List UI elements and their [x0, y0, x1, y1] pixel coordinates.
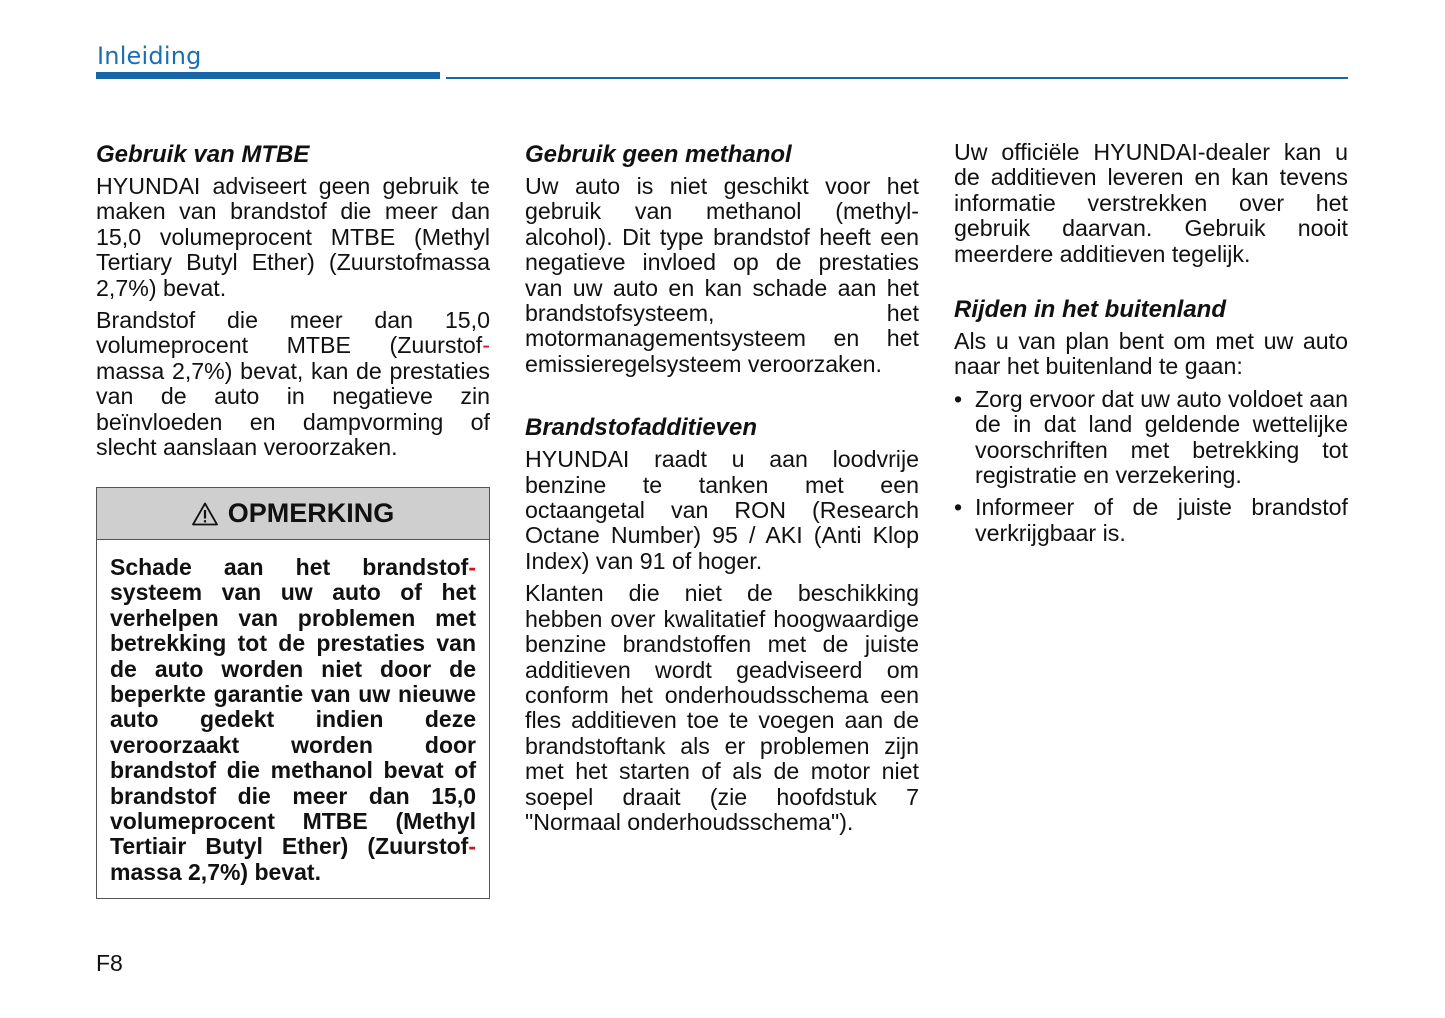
abroad-list — [954, 387, 1348, 546]
bullet-mark: • — [954, 494, 963, 521]
additives-heading: Brandstofadditieven — [525, 414, 758, 442]
column-3 — [954, 140, 1348, 553]
list-item-text: Zorg ervoor dat uw auto voldoet aan de in dat land geldende wettelijke voorschriften met betrekking tot registratie en verzekering. — [975, 385, 1348, 489]
notice-box — [96, 487, 490, 899]
hyphen-mark: - — [468, 833, 476, 860]
mtbe-paragraph-1: HYUNDAI adviseert geen gebruik te maken van brandstof die meer dan 15,0 volumeprocent MTBE (Methyl Tertiary Butyl Ether) (Zuurstofmassa 2,7%) bevat. — [96, 173, 490, 301]
column-1 — [96, 140, 490, 467]
mtbe-paragraph-2 — [96, 308, 490, 460]
additives-paragraph-2: Klanten die niet de beschikking hebben over kwalitatief hoogwaardige benzine brandstoffen met de juiste additieven wordt geadviseerd om conform het onderhoudsschema een fles additieven toe te voegen aan de brandstoftank als er problemen zijn met het starten of als de motor niet soepel draait (zie hoofdstuk 7 "Normaal onderhoudsschema"). — [525, 580, 919, 835]
hyphen-mark: - — [468, 554, 476, 580]
methanol-heading: Gebruik geen methanol — [525, 141, 792, 168]
notice-header — [97, 488, 489, 540]
section-title: Inleiding — [97, 42, 202, 70]
abroad-paragraph: Als u van plan bent om met uw auto naar het buitenland te gaan: — [954, 328, 1348, 380]
header-rule-thin — [446, 77, 1348, 79]
methanol-paragraph: Uw auto is niet geschikt voor het gebruik van methanol (methyl-alcohol). Dit type brandstof heeft een negatieve invloed op de prestaties van uw auto en kan schade aan het brandstofsysteem, het motormanagementsysteem en het emissieregelsysteem veroorzaken. — [525, 173, 919, 377]
mtbe-heading: Gebruik van MTBE — [96, 141, 310, 168]
list-item — [954, 495, 1348, 546]
header-rule-thick — [96, 72, 440, 79]
notice-text-part-c: massa 2,7%) bevat. — [110, 858, 321, 885]
notice-text — [97, 540, 489, 885]
notice-text-part-b: systeem van uw auto of het verhelpen van problemen met betrekking tot de prestaties van de auto worden niet door de beperkte garantie van uw nieuwe auto gedekt indien deze veroorzaakt worden door brandstof die methanol bevat of brandstof die meer dan 15,0 volumeprocent MTBE (Methyl Tertiair Butyl Ether) (Zuurstof — [110, 579, 476, 860]
warning-triangle-icon — [192, 502, 218, 526]
dealer-paragraph: Uw officiële HYUNDAI-dealer kan u de additieven leveren en kan tevens informatie verstrekken over het gebruik daarvan. Gebruik nooit meerdere additieven tegelijk. — [954, 139, 1348, 267]
page-number: F8 — [96, 950, 123, 976]
notice-title: OPMERKING — [227, 498, 395, 528]
column-2 — [525, 140, 919, 842]
list-item-text: Informeer of de juiste brandstof verkrijgbaar is. — [975, 494, 1348, 546]
additives-paragraph-1: HYUNDAI raadt u aan loodvrije benzine te tanken met een octaangetal van RON (Research Octane Number) 95 / AKI (Anti Klop Index) van 91 of hoger. — [525, 446, 919, 574]
notice-text-part-a: Schade aan het brandstof — [110, 554, 469, 580]
abroad-heading: Rijden in het buitenland — [954, 296, 1226, 324]
bullet-mark: • — [954, 385, 963, 412]
hyphen-mark: - — [482, 332, 490, 359]
mtbe-paragraph-2-part-b: massa 2,7%) bevat, kan de prestaties van de auto in negatieve zin beïnvloeden en dampvorming of slecht aanslaan veroorzaken. — [96, 357, 490, 461]
mtbe-paragraph-2-part-a: Brandstof die meer dan 15,0 volumeprocent MTBE (Zuurstof — [96, 307, 490, 359]
list-item — [954, 387, 1348, 489]
